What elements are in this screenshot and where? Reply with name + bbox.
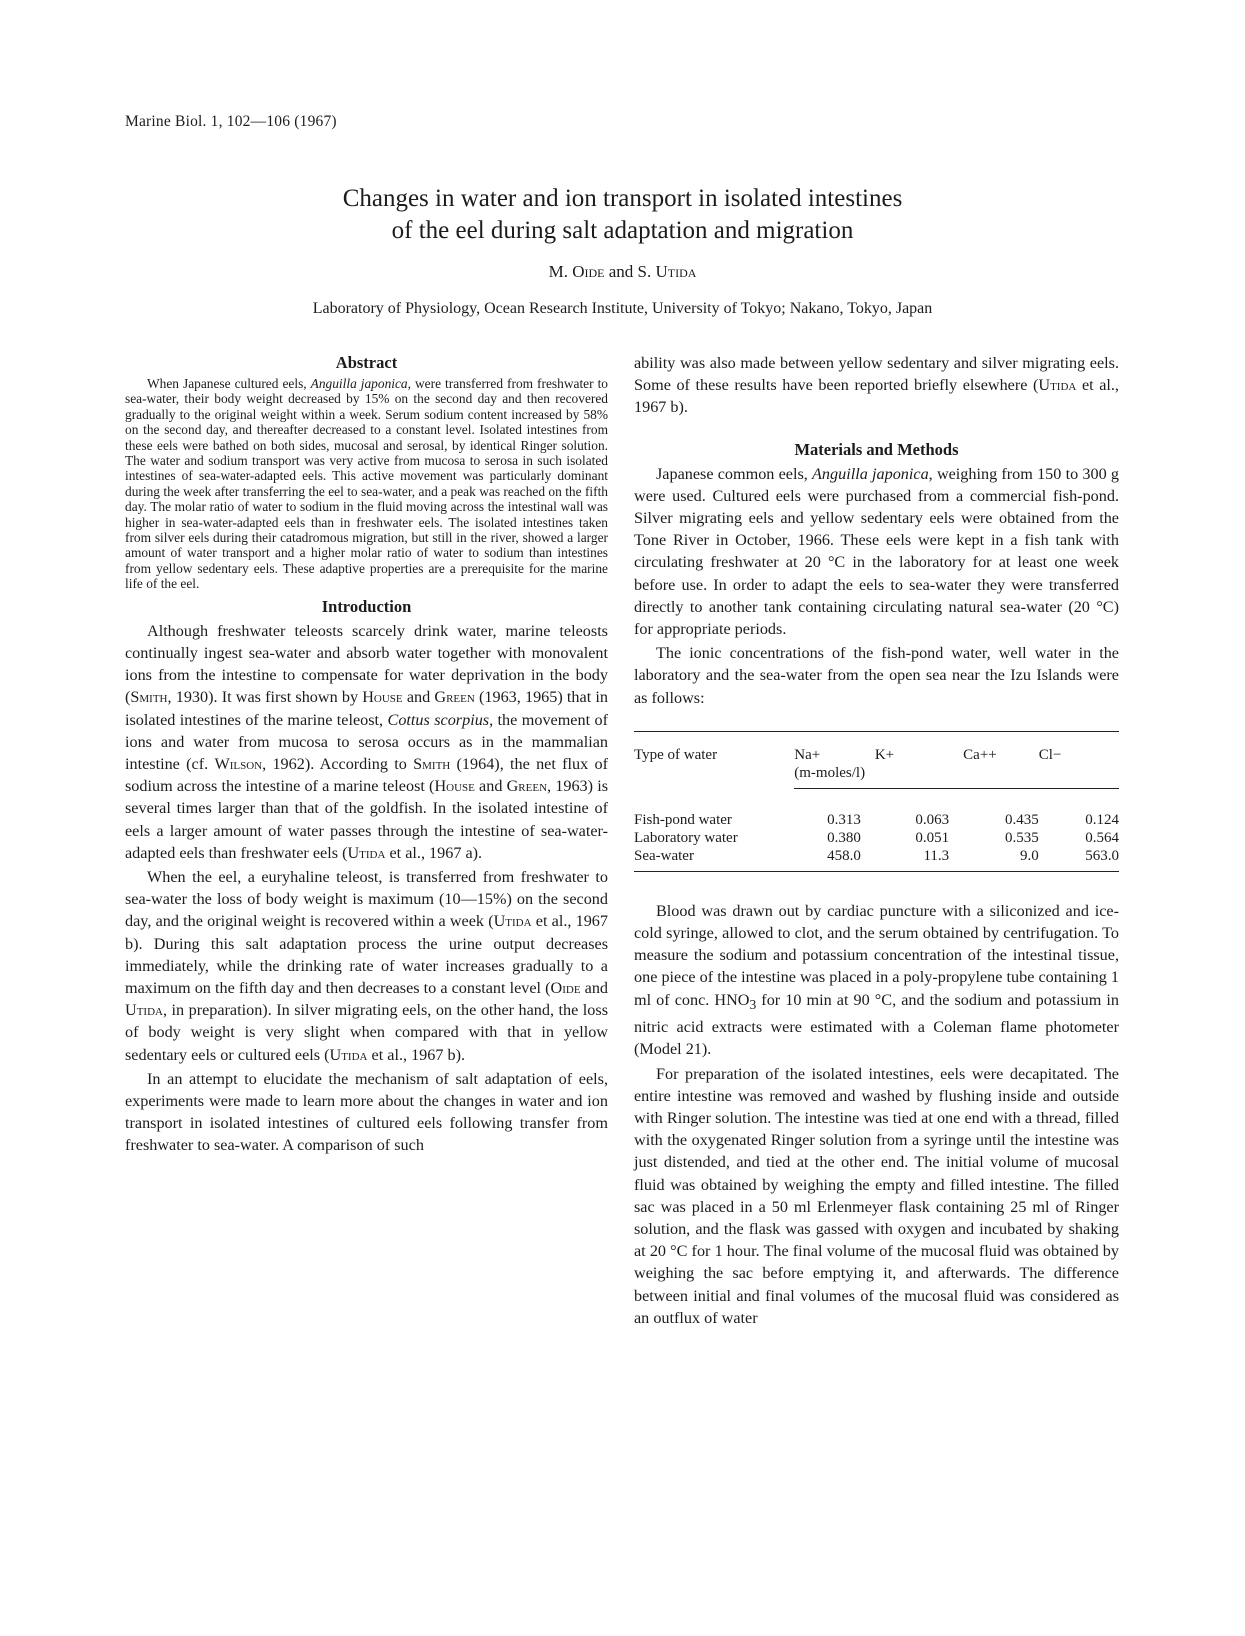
- text-run: , weighing from 150 to 300 g were used. Cultured eels were purchased from a commercial fish-pond. Silver migrating eels and yellow sedentary eels were obtained from the Tone River in October, 1966. These eels were kept in a fish tank with circulating freshwater at 20 °C in the laboratory for at least one week before use. In order to adapt the eels to sea-water they were transferred directly to another tank containing circulating natural sea-water (20 °C) for appropriate periods.: [634, 464, 1119, 639]
- abstract-heading: Abstract: [335, 353, 398, 372]
- table-row: [634, 847, 1119, 872]
- text-run: et al., 1967 b). During this salt adaptation process the urine output decreases immediately, while the drinking rate of water increases gradually to a maximum on the fifth day and then decreases to a constant level (: [125, 912, 608, 997]
- table-cell: 0.435: [1005, 811, 1039, 828]
- table-header-cell: K+: [861, 731, 949, 764]
- table-header-cell: Type of water: [634, 731, 794, 764]
- table-cell: 563.0: [1039, 847, 1119, 872]
- left-column: [125, 352, 608, 1157]
- citation-author: Utida: [493, 912, 532, 931]
- title-line-1: Changes in water and ion transport in isolated intestines: [342, 185, 903, 212]
- table-header-cell: Ca++: [949, 731, 1039, 764]
- table-cell: Sea-water: [634, 847, 794, 872]
- author-1-initial: M.: [548, 262, 573, 281]
- authors: [0, 262, 1245, 282]
- subscript: 3: [749, 996, 757, 1012]
- text-run: ability was also made between yellow sedentary and silver migrating eels. Some of these results have been reported briefly elsewhere (: [634, 354, 1119, 395]
- table-header-cell: Cl−: [1039, 731, 1119, 764]
- abstract-part: , were transferred from freshwater to sea-water, their body weight decreased by 15% on the second day and then recovered gradually to the original weight within a week. Serum sodium content increased by 58% on the second day, and thereafter decreased to a constant level. Isolated intestines from these eels were bathed on both sides, mucosal and serosal, by identical Ringer solution. The water and sodium transport was very active from mucosa to serosa in such isolated intestines of sea-water-adapted eels. This active movement was particularly dominant during the week after transferring the eel to sea-water, and a peak was reached on the fifth day. The molar ratio of water to sodium in the fluid moving across the intestinal wall was higher in sea-water-adapted eels than in freshwater eels. The isolated intestines taken from silver eels during their catadromous migration, but still in the river, showed a larger amount of water transport and a higher molar ratio of water to sodium than intestines from yellow sedentary eels. These adaptive properties are a prerequisite for the marine life of the eel.: [125, 376, 608, 592]
- text-run: for 10 min at 90 °C, and the sodium and potassium in nitric acid extracts were estimated with a Coleman flame photometer (Model 21).: [634, 990, 1119, 1059]
- table-cell: 458.0: [794, 847, 861, 872]
- affiliation: Laboratory of Physiology, Ocean Research Institute, University of Tokyo; Nakano, Tokyo, Japan: [312, 300, 933, 317]
- text-run: and: [474, 777, 507, 796]
- ion-concentration-table: [634, 731, 1119, 872]
- citation-author: Utida: [125, 1001, 163, 1020]
- text-run: , the movement of ions and water from mucosa to serosa occurs as in the mammalian intestine (cf.: [125, 710, 608, 773]
- text-run: , 1962). According to: [262, 754, 414, 773]
- intro-paragraph-1: [125, 620, 608, 864]
- text-run: and: [402, 688, 435, 707]
- table-cell: 0.063: [915, 811, 950, 828]
- citation-author: Wilson: [214, 754, 263, 773]
- title-line-2: of the eel during salt adaptation and migration: [391, 217, 854, 244]
- table-cell: 0.313: [827, 811, 861, 828]
- methods-heading: Materials and Methods: [794, 439, 959, 459]
- text-run: et al., 1967 a).: [385, 843, 483, 862]
- species-name: Cottus scorpius: [387, 710, 490, 729]
- species-name: Anguilla japonica: [310, 376, 408, 391]
- author-2-name: Utida: [655, 262, 697, 281]
- table-row: [634, 829, 1119, 847]
- species-name: Anguilla japonica: [812, 464, 929, 483]
- methods-paragraph-4: For preparation of the isolated intestines, eels were decapitated. The entire intestine was removed and washed by flushing inside and outside with Ringer solution. The intestine was tied at one end with a thread, filled with the oxygenated Ringer solution from a syringe until the intestine was just distended, and tied at the other end. The initial volume of mucosal fluid was obtained by weighing the empty and filled intestine. The filled sac was placed in a 50 ml Erlenmeyer flask containing 25 ml of Ringer solution, and the flask was gassed with oxygen and incubated by shaking at 20 °C for 1 hour. The final volume of the mucosal fluid was obtained by weighing the sac before emptying it, and afterwards. The difference between initial and final volumes of the mucosal fluid was considered as an outflux of water: [634, 1064, 1119, 1327]
- text-run: Although freshwater teleosts scarcely drink water, marine teleosts continually ingest sea-water and absorb water together with monovalent ions from the intestine to compensate for water deprivation in the body (: [125, 621, 608, 707]
- citation-author: Green: [506, 777, 548, 796]
- text-run: When the eel, a euryhaline teleost, is transferred from freshwater to sea-water the loss of body weight is maximum (10—15%) on the second day, and the original weight is recovered within a week (: [125, 867, 608, 931]
- methods-paragraph-3: [634, 900, 1119, 1061]
- table-cell: 11.3: [861, 847, 949, 872]
- abstract-text: [125, 376, 608, 592]
- citation-author: Utida: [347, 843, 386, 862]
- table-header-row: [634, 731, 1119, 764]
- journal-reference: Marine Biol. 1, 102—106 (1967): [125, 113, 337, 130]
- citation-author: House: [434, 777, 475, 796]
- intro-paragraph-2: [125, 866, 608, 1066]
- author-1-name: Oide: [572, 262, 605, 281]
- table-cell: 0.051: [915, 829, 950, 846]
- text-run: Japanese common eels,: [656, 464, 813, 483]
- intro-paragraph-3: In an attempt to elucidate the mechanism of salt adaptation of eels, experiments were made to learn more about the changes in water and ion transport in isolated intestines of cultured eels following transfer from freshwater to sea-water. A comparison of such: [125, 1069, 608, 1155]
- table-cell: 9.0: [949, 847, 1039, 872]
- table-cell: Laboratory water: [634, 829, 738, 846]
- table-cell: Fish-pond water: [634, 811, 732, 828]
- table-cell-empty: [634, 788, 1119, 811]
- table-cell: 0.380: [827, 829, 861, 846]
- citation-author: Smith: [413, 754, 451, 773]
- methods-paragraph-1: [634, 463, 1119, 641]
- table-cell: 0.564: [1085, 829, 1119, 846]
- table-cell: 0.124: [1085, 811, 1119, 828]
- table-unit-row: [634, 764, 1119, 789]
- table-unit-label: (m-moles/l): [794, 764, 1119, 789]
- citation-author: Smith: [130, 688, 168, 707]
- text-run: (1963, 1965) that in isolated intestines of the marine teleost,: [125, 688, 608, 729]
- text-run: and: [580, 978, 609, 997]
- citation-author: Oide: [550, 978, 581, 997]
- table-row: [634, 811, 1119, 829]
- right-column: [634, 352, 1119, 1329]
- introduction-heading: Introduction: [321, 596, 412, 616]
- text-run: , 1930). It was first shown by: [167, 688, 363, 707]
- methods-paragraph-2: The ionic concentrations of the fish-pond water, well water in the laboratory and the sea-water from the open sea near the Izu Islands were as follows:: [634, 644, 1119, 707]
- table-header-cell: Na+: [794, 731, 861, 764]
- intro-continuation: [634, 352, 1119, 419]
- text-run: (1964), the net flux of sodium across the intestine of a marine teleost (: [125, 754, 608, 796]
- text-run: , in preparation). In silver migrating eels, on the other hand, the loss of body weight is very slight when compared with that in yellow sedentary eels or cultured eels (: [125, 1001, 608, 1064]
- citation-author: Utida: [329, 1045, 368, 1064]
- paper-title: [0, 183, 1245, 247]
- abstract-part: When Japanese cultured eels,: [147, 376, 311, 391]
- citation-author: Green: [434, 688, 475, 707]
- text-run: et al., 1967 b).: [634, 376, 1119, 417]
- table-cell-empty: [634, 764, 794, 789]
- citation-author: Utida: [1038, 376, 1077, 395]
- table-cell: 0.535: [1005, 829, 1039, 846]
- citation-author: House: [362, 688, 403, 707]
- table-spacer: [634, 788, 1119, 811]
- text-run: et al., 1967 b).: [367, 1045, 466, 1064]
- text-run: Blood was drawn out by cardiac puncture with a siliconized and ice-cold syringe, allowed to clot, and the serum obtained by centrifugation. To measure the sodium and potassium concentration of the intestinal tissue, one piece of the intestine was placed in a poly-propylene tube containing 1 ml of conc. HNO: [634, 901, 1119, 1009]
- authors-connector: and S.: [604, 262, 656, 281]
- text-run: , 1963) is several times larger than that of the goldfish. In the isolated intestine of eels a larger amount of water passes through the intestine of sea-water-adapted eels than freshwater eels (: [125, 777, 608, 862]
